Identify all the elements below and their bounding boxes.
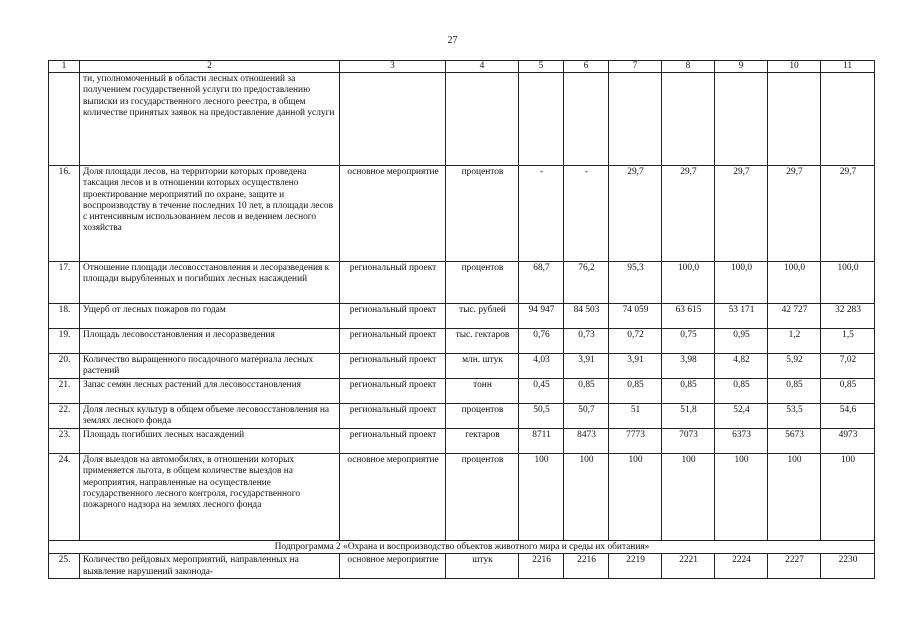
value-cell: 100 bbox=[519, 454, 564, 541]
value-cell: 100,0 bbox=[768, 262, 821, 304]
value-cell: 29,7 bbox=[821, 166, 875, 262]
value-cell: 100 bbox=[768, 454, 821, 541]
unit-of-measure: процентов bbox=[446, 262, 519, 304]
value-cell: 29,7 bbox=[715, 166, 768, 262]
table-row bbox=[49, 73, 875, 166]
indicator-name: Ущерб от лесных пожаров по годам bbox=[80, 304, 340, 329]
value-cell: 2221 bbox=[662, 554, 715, 579]
row-number: 17. bbox=[49, 262, 80, 304]
value-cell: 3,91 bbox=[564, 354, 609, 379]
value-cell: 95,3 bbox=[609, 262, 662, 304]
value-cell: 0,45 bbox=[519, 379, 564, 404]
row-number: 16. bbox=[49, 166, 80, 262]
unit-of-measure: тыс. гектаров bbox=[446, 329, 519, 354]
value-cell: 0,85 bbox=[609, 379, 662, 404]
unit-of-measure: млн. штук bbox=[446, 354, 519, 379]
row-number: 21. bbox=[49, 379, 80, 404]
value-cell: 8711 bbox=[519, 429, 564, 454]
indicator-name: Количество рейдовых мероприятий, направленных на выявление нарушений законода- bbox=[80, 554, 340, 579]
value-cell: 0,73 bbox=[564, 329, 609, 354]
value-cell: 0,85 bbox=[821, 379, 875, 404]
table-row bbox=[49, 404, 875, 429]
value-cell: 0,85 bbox=[715, 379, 768, 404]
column-number-cell: 8 bbox=[662, 61, 715, 73]
table-row bbox=[49, 262, 875, 304]
table-row bbox=[49, 354, 875, 379]
value-cell bbox=[821, 73, 875, 166]
value-cell: 0,85 bbox=[564, 379, 609, 404]
value-cell: 50,7 bbox=[564, 404, 609, 429]
column-number-cell: 10 bbox=[768, 61, 821, 73]
indicator-name: Доля площади лесов, на территории которых проведена таксация лесов и в отношении которых осуществлено проектирование мероприятий по охране, защите и воспроизводству в течение последних 10 лет, в площади лесов с интенсивным использованием лесов и ведением лесного хозяйства bbox=[80, 166, 340, 262]
value-cell: 100 bbox=[821, 454, 875, 541]
value-cell: 1,2 bbox=[768, 329, 821, 354]
value-cell: 7773 bbox=[609, 429, 662, 454]
table-row bbox=[49, 166, 875, 262]
table-row bbox=[49, 304, 875, 329]
row-number: 18. bbox=[49, 304, 80, 329]
value-cell: 2230 bbox=[821, 554, 875, 579]
column-number-row bbox=[49, 61, 875, 73]
value-cell: 100,0 bbox=[715, 262, 768, 304]
table-row bbox=[49, 554, 875, 579]
column-number-cell: 4 bbox=[446, 61, 519, 73]
page-number: 27 bbox=[447, 35, 458, 46]
value-cell: 0,76 bbox=[519, 329, 564, 354]
indicator-name: Площадь погибших лесных насаждений bbox=[80, 429, 340, 454]
value-cell bbox=[609, 73, 662, 166]
value-cell: 2219 bbox=[609, 554, 662, 579]
value-cell: 68,7 bbox=[519, 262, 564, 304]
value-cell: 50,5 bbox=[519, 404, 564, 429]
value-cell: - bbox=[519, 166, 564, 262]
indicator-type: региональный проект bbox=[340, 262, 446, 304]
unit-of-measure: процентов bbox=[446, 166, 519, 262]
indicator-type: основное мероприятие bbox=[340, 166, 446, 262]
indicator-name: Отношение площади лесовосстановления и лесоразведения к площади вырубленных и погибших лесных насаждений bbox=[80, 262, 340, 304]
value-cell: 4,82 bbox=[715, 354, 768, 379]
subprogram-title: Подпрограмма 2 «Охрана и воспроизводство объектов животного мира и среды их обитания» bbox=[49, 541, 875, 554]
indicator-name: ти, уполномоченный в области лесных отношений за получением государственной услуги по предоставлению выписки из государственного лесного реестра, в общем количестве принятых заявок на предоставление данной услуги bbox=[80, 73, 340, 166]
value-cell: 94 947 bbox=[519, 304, 564, 329]
value-cell bbox=[519, 73, 564, 166]
value-cell: 51,8 bbox=[662, 404, 715, 429]
value-cell: 0,85 bbox=[768, 379, 821, 404]
row-number bbox=[49, 73, 80, 166]
value-cell: 29,7 bbox=[609, 166, 662, 262]
value-cell: 100 bbox=[609, 454, 662, 541]
value-cell: 2216 bbox=[564, 554, 609, 579]
indicator-type: региональный проект bbox=[340, 304, 446, 329]
indicator-type: основное мероприятие bbox=[340, 454, 446, 541]
value-cell: 42 727 bbox=[768, 304, 821, 329]
value-cell: - bbox=[564, 166, 609, 262]
table-row bbox=[49, 329, 875, 354]
value-cell: 3,91 bbox=[609, 354, 662, 379]
value-cell: 1,5 bbox=[821, 329, 875, 354]
indicator-type: региональный проект bbox=[340, 354, 446, 379]
value-cell: 100,0 bbox=[821, 262, 875, 304]
value-cell: 76,2 bbox=[564, 262, 609, 304]
value-cell: 53 171 bbox=[715, 304, 768, 329]
value-cell: 4973 bbox=[821, 429, 875, 454]
value-cell: 4,03 bbox=[519, 354, 564, 379]
row-number: 20. bbox=[49, 354, 80, 379]
unit-of-measure: гектаров bbox=[446, 429, 519, 454]
unit-of-measure: процентов bbox=[446, 454, 519, 541]
value-cell: 63 615 bbox=[662, 304, 715, 329]
value-cell: 74 059 bbox=[609, 304, 662, 329]
indicator-name: Запас семян лесных растений для лесовосстановления bbox=[80, 379, 340, 404]
value-cell: 100,0 bbox=[662, 262, 715, 304]
value-cell bbox=[564, 73, 609, 166]
value-cell: 100 bbox=[715, 454, 768, 541]
value-cell: 5,92 bbox=[768, 354, 821, 379]
indicator-name: Доля лесных культур в общем объеме лесовосстановления на землях лесного фонда bbox=[80, 404, 340, 429]
value-cell: 100 bbox=[662, 454, 715, 541]
table-body bbox=[49, 61, 875, 579]
column-number-cell: 11 bbox=[821, 61, 875, 73]
value-cell: 3,98 bbox=[662, 354, 715, 379]
column-number-cell: 1 bbox=[49, 61, 80, 73]
indicator-name: Площадь лесовосстановления и лесоразведения bbox=[80, 329, 340, 354]
value-cell: 2224 bbox=[715, 554, 768, 579]
value-cell: 8473 bbox=[564, 429, 609, 454]
unit-of-measure: штук bbox=[446, 554, 519, 579]
value-cell: 53,5 bbox=[768, 404, 821, 429]
row-number: 25. bbox=[49, 554, 80, 579]
subprogram-row bbox=[49, 541, 875, 554]
column-number-cell: 9 bbox=[715, 61, 768, 73]
indicator-type: региональный проект bbox=[340, 329, 446, 354]
column-number-cell: 7 bbox=[609, 61, 662, 73]
column-number-cell: 6 bbox=[564, 61, 609, 73]
table-row bbox=[49, 379, 875, 404]
value-cell bbox=[662, 73, 715, 166]
value-cell: 2216 bbox=[519, 554, 564, 579]
column-number-cell: 5 bbox=[519, 61, 564, 73]
value-cell bbox=[715, 73, 768, 166]
row-number: 19. bbox=[49, 329, 80, 354]
value-cell: 7073 bbox=[662, 429, 715, 454]
table-row bbox=[49, 454, 875, 541]
column-number-cell: 2 bbox=[80, 61, 340, 73]
indicator-name: Доля выездов на автомобилях, в отношении которых применяется льгота, в общем количестве выездов на мероприятия, направленные на осуществление государственного лесного контроля, государственного пожарного надзора на землях лесного фонда bbox=[80, 454, 340, 541]
value-cell: 29,7 bbox=[662, 166, 715, 262]
indicator-name: Количество выращенного посадочного материала лесных растений bbox=[80, 354, 340, 379]
column-number-cell: 3 bbox=[340, 61, 446, 73]
value-cell: 0,95 bbox=[715, 329, 768, 354]
value-cell: 0,72 bbox=[609, 329, 662, 354]
indicator-type bbox=[340, 73, 446, 166]
value-cell: 84 503 bbox=[564, 304, 609, 329]
value-cell: 2227 bbox=[768, 554, 821, 579]
indicator-type: региональный проект bbox=[340, 404, 446, 429]
unit-of-measure: процентов bbox=[446, 404, 519, 429]
value-cell: 29,7 bbox=[768, 166, 821, 262]
value-cell bbox=[768, 73, 821, 166]
value-cell: 52,4 bbox=[715, 404, 768, 429]
indicators-table bbox=[48, 60, 875, 579]
value-cell: 0,85 bbox=[662, 379, 715, 404]
unit-of-measure: тонн bbox=[446, 379, 519, 404]
value-cell: 32 283 bbox=[821, 304, 875, 329]
table-row bbox=[49, 429, 875, 454]
value-cell: 54,6 bbox=[821, 404, 875, 429]
indicator-type: основное мероприятие bbox=[340, 554, 446, 579]
row-number: 23. bbox=[49, 429, 80, 454]
value-cell: 0,75 bbox=[662, 329, 715, 354]
row-number: 24. bbox=[49, 454, 80, 541]
unit-of-measure: тыс. рублей bbox=[446, 304, 519, 329]
value-cell: 7,02 bbox=[821, 354, 875, 379]
row-number: 22. bbox=[49, 404, 80, 429]
unit-of-measure bbox=[446, 73, 519, 166]
value-cell: 51 bbox=[609, 404, 662, 429]
indicator-type: региональный проект bbox=[340, 379, 446, 404]
value-cell: 6373 bbox=[715, 429, 768, 454]
value-cell: 100 bbox=[564, 454, 609, 541]
value-cell: 5673 bbox=[768, 429, 821, 454]
indicator-type: региональный проект bbox=[340, 429, 446, 454]
